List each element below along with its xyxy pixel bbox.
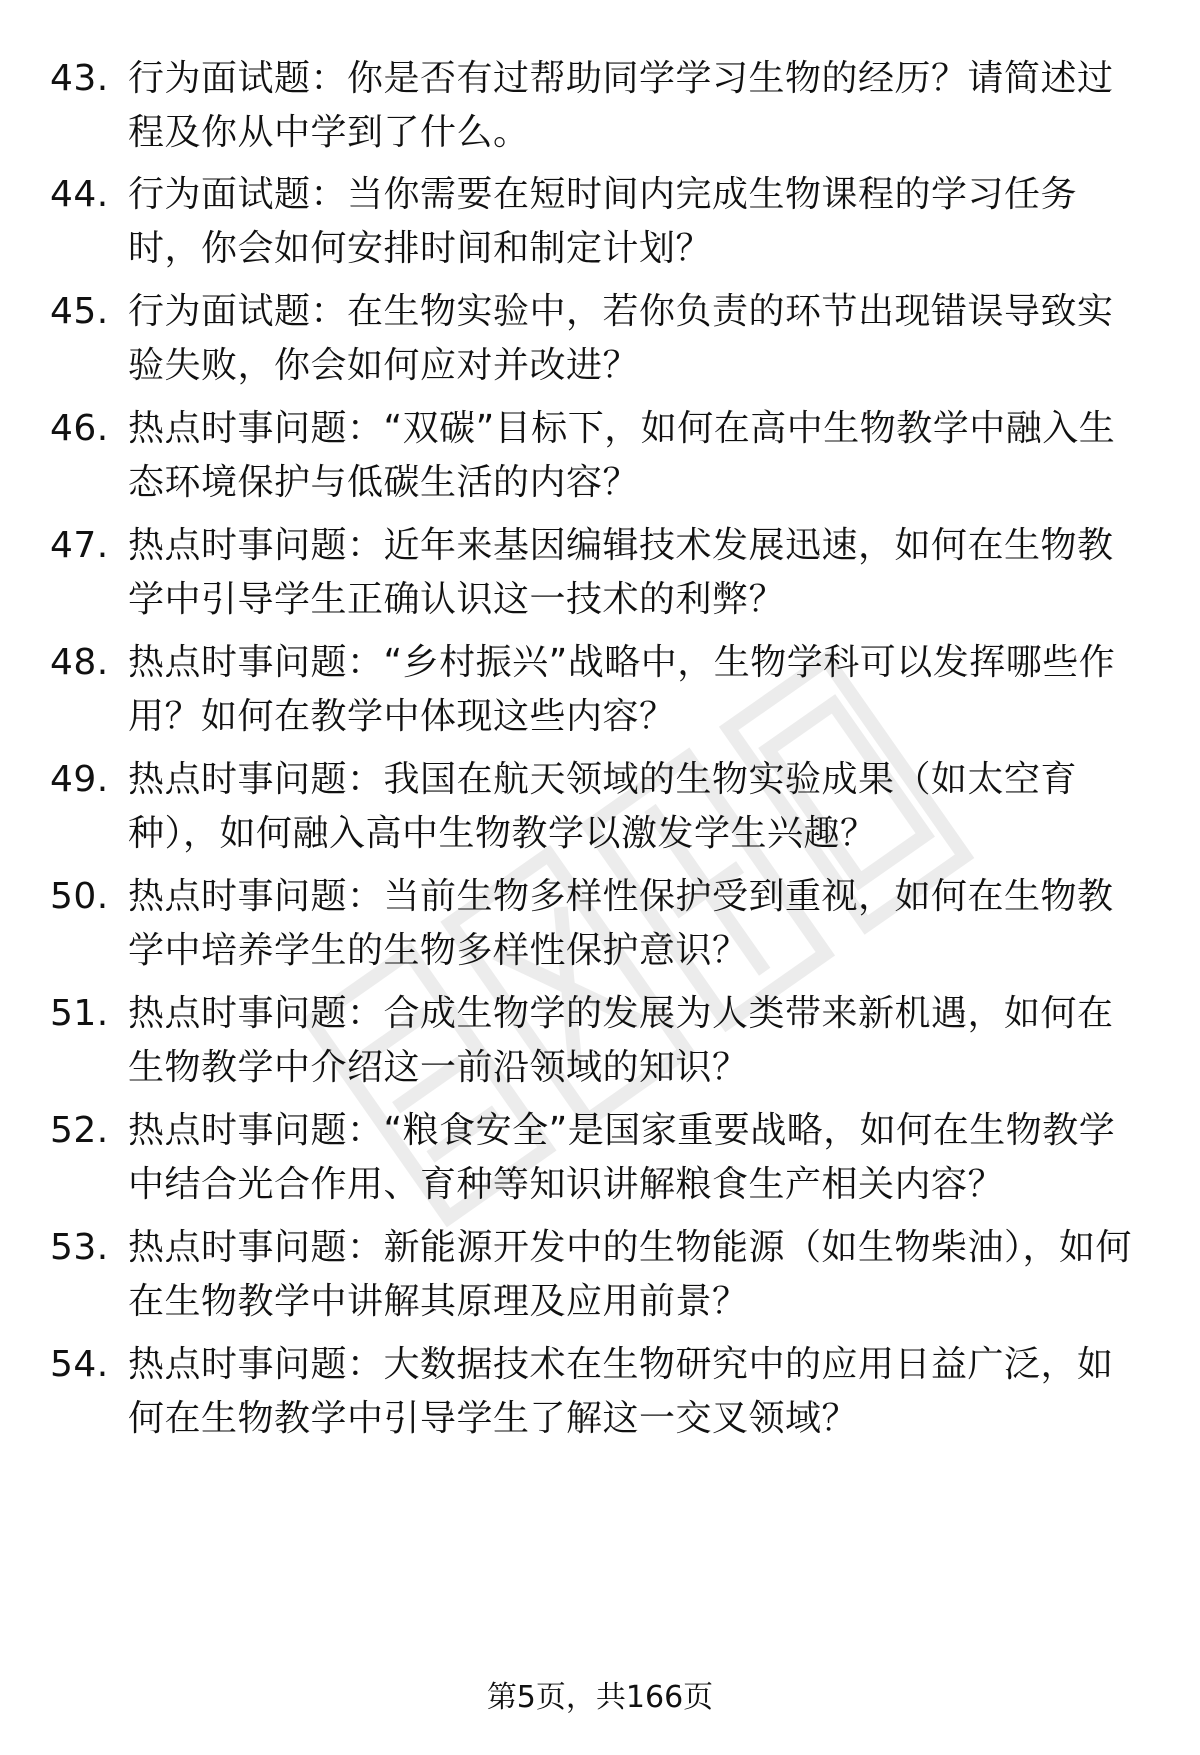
question-number: 48. [50,642,109,683]
question-text: 热点时事问题：“双碳”目标下，如何在高中生物教学中融入生态环境保护与低碳生活的内容？ [128,408,1116,503]
question-text: 热点时事问题：大数据技术在生物研究中的应用日益广泛，如何在生物教学中引导学生了解这一交叉领域？ [128,1344,1114,1439]
question-text: 热点时事问题：我国在航天领域的生物实验成果（如太空育种），如何融入高中生物教学以激发学生兴趣？ [128,759,1078,854]
question-number: 47. [50,525,109,566]
question-text: 热点时事问题：新能源开发中的生物能源（如生物柴油），如何在生物教学中讲解其原理及应用前景？ [128,1227,1133,1322]
question-text: 热点时事问题：近年来基因编辑技术发展迅速，如何在生物教学中引导学生正确认识这一技术的利弊？ [128,525,1114,620]
question-number: 50. [50,876,109,917]
question-number: 51. [50,993,109,1034]
page-footer: 第5页，共166页 [486,1680,714,1715]
question-number: 44. [50,174,109,215]
question-item [50,1338,1150,1478]
question-text: 热点时事问题：“乡村振兴”战略中，生物学科可以发挥哪些作用？如何在教学中体现这些内容？ [128,642,1116,737]
question-text: 热点时事问题：合成生物学的发展为人类带来新机遇，如何在生物教学中介绍这一前沿领域的知识？ [128,993,1114,1088]
question-text: 热点时事问题：“粮食安全”是国家重要战略，如何在生物教学中结合光合作用、育种等知识讲解粮食生产相关内容？ [128,1110,1116,1205]
question-number: 49. [50,759,109,800]
question-number: 46. [50,408,109,449]
question-text: 行为面试题：当你需要在短时间内完成生物课程的学习任务时，你会如何安排时间和制定计划？ [128,174,1078,269]
question-text: 行为面试题：在生物实验中，若你负责的环节出现错误导致实验失败，你会如何应对并改进？ [128,291,1114,386]
question-number: 52. [50,1110,109,1151]
question-number: 53. [50,1227,109,1268]
question-text: 热点时事问题：当前生物多样性保护受到重视，如何在生物教学中培养学生的生物多样性保护意识？ [128,876,1114,971]
question-number: 45. [50,291,109,332]
question-text: 行为面试题：你是否有过帮助同学学习生物的经历？请简述过程及你从中学到了什么。 [128,58,1114,153]
question-number: 43. [50,58,109,99]
question-number: 54. [50,1344,109,1385]
